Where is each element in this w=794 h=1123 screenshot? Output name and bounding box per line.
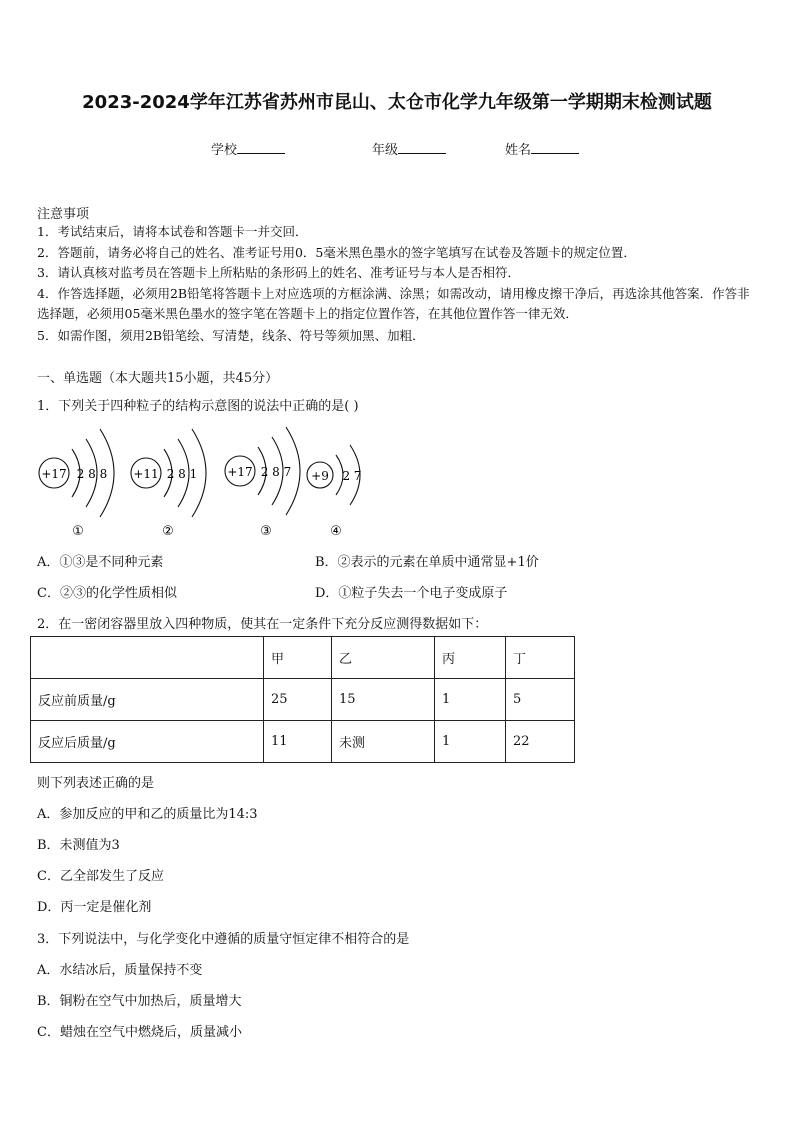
table-cell: 22: [506, 721, 575, 763]
nucleus-charge: +17: [41, 467, 67, 481]
section-heading: 一、单选题（本大题共15小题，共45分）: [37, 371, 279, 386]
grade-field: [372, 139, 446, 158]
note-item: 2．答题前，请务必将自己的姓名、准考证号用0．5毫米黑色墨水的签字笔填写在试卷及答题卡的规定位置．: [37, 245, 636, 260]
notes-title: 注意事项: [37, 207, 90, 222]
school-field: [211, 139, 285, 158]
name-field: [505, 139, 579, 158]
page-title: 2023-2024学年江苏省苏州市昆山、太仓市化学九年级第一学期期末检测试题: [82, 92, 712, 113]
note-item: 5．如需作图，须用2B铅笔绘、写清楚，线条、符号等须加黑、加粗．: [37, 328, 425, 343]
question-3-option-a: A．水结冰后，质量保持不变: [37, 963, 203, 978]
electron-counts: 2 8 7: [260, 465, 292, 479]
school-blank: [237, 141, 285, 154]
table-cell: 未测: [332, 721, 435, 763]
particle-structure-diagrams: [30, 423, 370, 543]
name-label: 姓名: [505, 143, 532, 158]
note-item: 3．请认真核对监考员在答题卡上所粘贴的条形码上的姓名、准考证号与本人是否相符．: [37, 265, 520, 280]
table-cell: 25: [264, 679, 332, 721]
table-cell: 反应前质量/g: [31, 679, 264, 721]
nucleus-charge: +11: [133, 467, 159, 481]
question-1-option-a: A．①③是不同种元素: [37, 555, 164, 570]
table-header-cell: 甲: [264, 637, 332, 679]
question-3-option-b: B．铜粉在空气中加热后，质量增大: [37, 994, 242, 1009]
question-2-option-a: A．参加反应的甲和乙的质量比为14:3: [37, 807, 258, 822]
table-header-cell: 丙: [435, 637, 506, 679]
table-header-cell: 乙: [332, 637, 435, 679]
particle-4-diagram: [307, 445, 362, 539]
grade-blank: [398, 141, 446, 154]
table-header-cell: 丁: [506, 637, 575, 679]
question-1-option-b: B．②表示的元素在单质中通常显+1价: [315, 555, 539, 570]
nucleus-charge: +17: [227, 465, 253, 479]
question-3-option-c: C．蜡烛在空气中燃烧后，质量减小: [37, 1025, 242, 1040]
particle-1-diagram: [39, 429, 114, 539]
table-cell: 1: [435, 679, 506, 721]
question-2-option-d: D．丙一定是催化剂: [37, 900, 152, 915]
question-1-option-d: D．①粒子失去一个电子变成原子: [315, 586, 508, 601]
particle-label: ②: [162, 524, 174, 539]
particle-label: ①: [72, 524, 84, 539]
table-row: [31, 721, 575, 763]
electron-counts: 2 8 1: [166, 467, 198, 481]
note-item: 1．考试结束后，请将本试卷和答题卡一并交回．: [37, 224, 308, 239]
nucleus-charge: +9: [311, 469, 329, 483]
table-row: [31, 679, 575, 721]
school-label: 学校: [211, 143, 238, 158]
question-1-option-c: C．②③的化学性质相似: [37, 586, 177, 601]
note-item: 4．作答选择题，必须用2B铅笔将答题卡上对应选项的方框涂满、涂黑；如需改动，请用橡皮擦干净后，再选涂其他答案．作答非选择题，必须用05毫米黑色墨水的签字笔在答题卡上的指定位置作答，在其他位置作答一律无效．: [37, 286, 750, 321]
particle-label: ④: [330, 524, 342, 539]
question-2-option-c: C．乙全部发生了反应: [37, 869, 164, 884]
table-header-row: [31, 637, 575, 679]
question-3-stem: 3．下列说法中，与化学变化中遵循的质量守恒定律不相符合的是: [37, 932, 410, 947]
electron-counts: 2 8 8: [76, 467, 108, 481]
question-2-option-b: B．未测值为3: [37, 838, 120, 853]
table-cell: 5: [506, 679, 575, 721]
question-1-stem: 1．下列关于四种粒子的结构示意图的说法中正确的是( ): [37, 399, 359, 414]
electron-counts: 2 7: [342, 469, 362, 483]
particle-label: ③: [260, 524, 272, 539]
particle-3-diagram: [225, 427, 300, 539]
table-cell: 1: [435, 721, 506, 763]
question-2-prompt: 则下列表述正确的是: [37, 776, 155, 791]
table-cell: 11: [264, 721, 332, 763]
particle-2-diagram: [131, 429, 206, 539]
question-2-stem: 2．在一密闭容器里放入四种物质，使其在一定条件下充分反应测得数据如下：: [37, 617, 488, 632]
grade-label: 年级: [372, 143, 399, 158]
table-cell: 15: [332, 679, 435, 721]
table-cell: 反应后质量/g: [31, 721, 264, 763]
reaction-mass-table: [30, 636, 575, 763]
table-cell: [31, 637, 264, 679]
name-blank: [531, 141, 579, 154]
